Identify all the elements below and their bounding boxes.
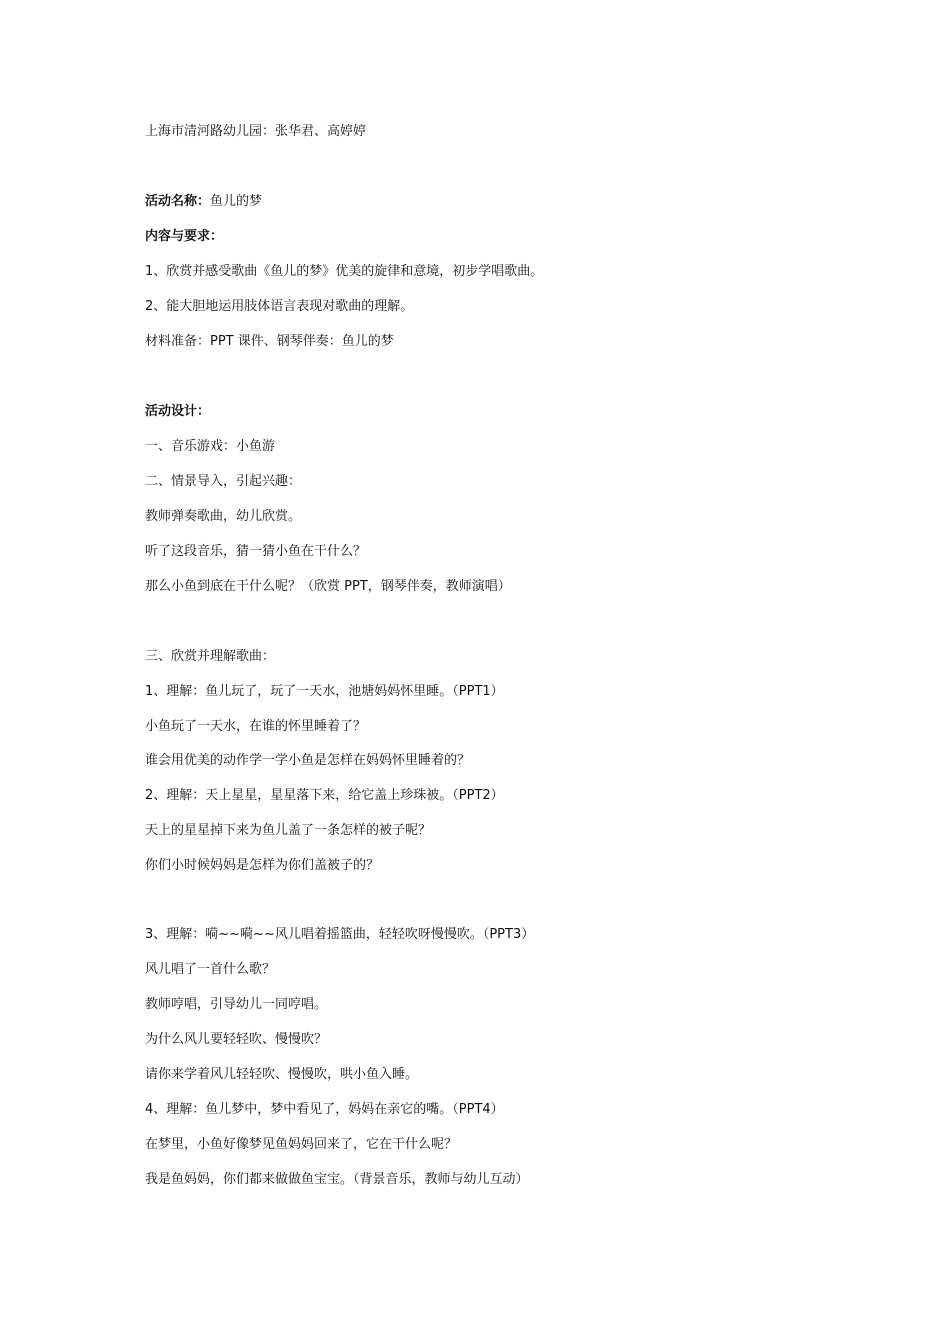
design-step-3-line: 小鱼玩了一天水，在谁的怀里睡着了？	[145, 719, 367, 734]
design-step-3-line: 请你来学着风儿轻轻吹、慢慢吹，哄小鱼入睡。	[145, 1067, 419, 1082]
activity-name-label: 活动名称：	[145, 194, 211, 209]
requirement-2: 2、能大胆地运用肢体语言表现对歌曲的理解。	[145, 299, 414, 314]
design-step-3-line: 在梦里，小鱼好像梦见鱼妈妈回来了，它在干什么呢？	[145, 1137, 458, 1152]
design-step-3-line: 1、理解：鱼儿玩了，玩了一天水，池塘妈妈怀里睡。（PPT1）	[145, 684, 504, 699]
design-step-2-line: 听了这段音乐，猜一猜小鱼在干什么？	[145, 544, 367, 559]
design-step-3-line: 我是鱼妈妈，你们都来做做鱼宝宝。（背景音乐，教师与幼儿互动）	[145, 1172, 529, 1187]
activity-name-value: 鱼儿的梦	[210, 194, 263, 209]
design-step-3-line: 3、理解：嗬~~嗬~~风儿唱着摇篮曲，轻轻吹呀慢慢吹。（PPT3）	[145, 927, 535, 942]
author-line: 上海市清河路幼儿园：张华君、高婷婷	[145, 124, 367, 139]
design-step-1: 一、音乐游戏：小鱼游	[145, 439, 276, 454]
materials-line: 材料准备：PPT 课件、钢琴伴奏：鱼儿的梦	[145, 334, 394, 349]
design-step-3-line: 为什么风儿要轻轻吹、慢慢吹？	[145, 1032, 328, 1047]
activity-name	[145, 193, 262, 211]
design-step-3-line: 谁会用优美的动作学一学小鱼是怎样在妈妈怀里睡着的？	[145, 753, 471, 768]
requirements-label: 内容与要求：	[145, 229, 224, 244]
design-step-3: 三、欣赏并理解歌曲：	[145, 649, 276, 664]
design-step-2-line: 教师弹奏歌曲，幼儿欣赏。	[145, 509, 302, 524]
design-step-3-line: 风儿唱了一首什么歌？	[145, 962, 276, 977]
design-step-3-line: 天上的星星掉下来为鱼儿盖了一条怎样的被子呢？	[145, 823, 432, 838]
design-step-3-line: 教师哼唱，引导幼儿一同哼唱。	[145, 997, 328, 1012]
design-step-3-line: 你们小时候妈妈是怎样为你们盖被子的？	[145, 858, 380, 873]
design-label: 活动设计：	[145, 404, 211, 419]
design-step-2: 二、情景导入，引起兴趣：	[145, 474, 302, 489]
design-step-2-line: 那么小鱼到底在干什么呢？（欣赏 PPT，钢琴伴奏，教师演唱）	[145, 579, 511, 594]
design-step-3-line: 4、理解：鱼儿梦中，梦中看见了，妈妈在亲它的嘴。（PPT4）	[145, 1102, 504, 1117]
design-step-3-line: 2、理解：天上星星，星星落下来，给它盖上珍珠被。（PPT2）	[145, 788, 504, 803]
requirement-1: 1、欣赏并感受歌曲《鱼儿的梦》优美的旋律和意境，初步学唱歌曲。	[145, 264, 544, 279]
